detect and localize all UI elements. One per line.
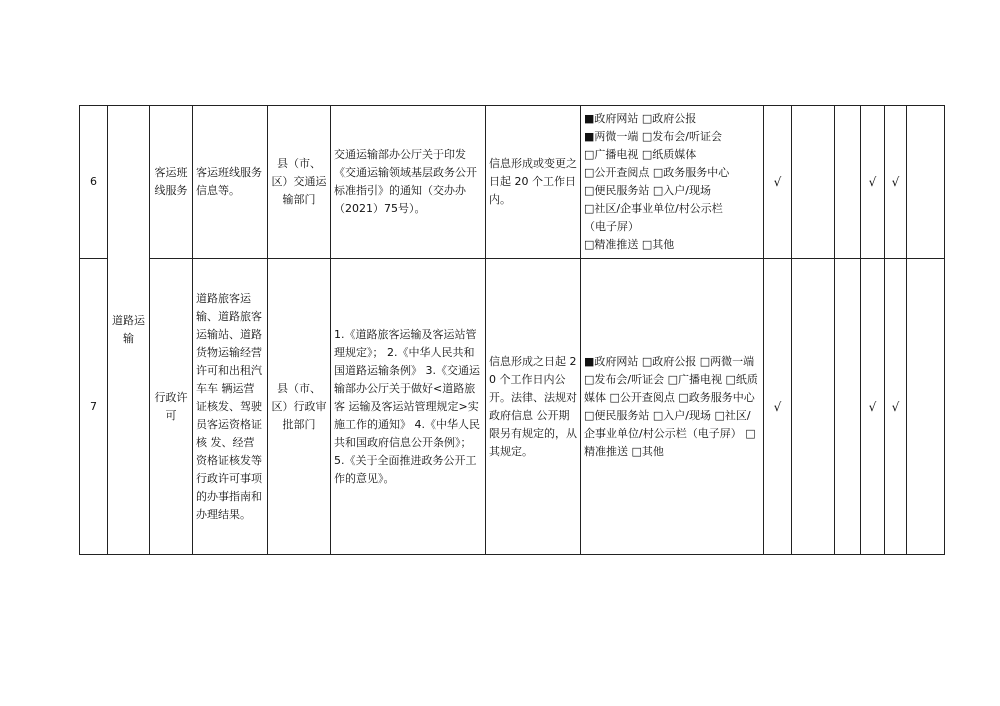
- timeline-cell: 信息形成或变更之日起 20 个工作日内。: [486, 106, 581, 259]
- check-mark: √: [861, 259, 885, 555]
- channel-line: □精准推送 □其他: [584, 238, 675, 251]
- basis-cell: 交通运输部办公厅关于印发《交通运输领域基层政务公开标准指引》的通知（交办办（2021）75号）。: [331, 106, 486, 259]
- basis-cell: 1.《道路旅客运输及客运站管理规定》； 2.《中华人民共和国道路运输条例》 3.《交通运输部办公厅关于做好<道路旅客 运输及客运站管理规定>实施工作的通知》 4.《中华人民共和国政府信息公开条例》； 5.《关于全面推进政务公开工作的意见》。: [331, 259, 486, 555]
- subcategory-cell: 客运班线服务: [150, 106, 193, 259]
- channels-cell: ■政府网站 □政府公报 □两微一端 □发布会/听证会 □广播电视 □纸质媒体 □公开查阅点 □政务服务中心 □便民服务站 □入户/现场 □社区/企事业单位/村公示栏（电子屏） □精准推送 □其他: [581, 259, 764, 555]
- check-mark: [907, 259, 945, 555]
- table-row: [80, 259, 945, 555]
- check-mark: √: [885, 106, 907, 259]
- check-mark: √: [764, 259, 792, 555]
- check-mark: [907, 106, 945, 259]
- content-cell: 客运班线服务信息等。: [193, 106, 268, 259]
- check-mark: √: [861, 106, 885, 259]
- row-number: 6: [80, 106, 108, 259]
- department-cell: 县（市、区）行政审批部门: [268, 259, 331, 555]
- disclosure-table: [79, 105, 945, 555]
- subcategory-cell: 行政许可: [150, 259, 193, 555]
- channels-cell: [581, 106, 764, 259]
- table-row: [80, 106, 945, 259]
- timeline-cell: 信息形成之日起 20 个工作日内公开。法律、法规对政府信息 公开期限另有规定的，从其规定。: [486, 259, 581, 555]
- channel-line: ■两微一端 □发布会/听证会: [584, 130, 722, 143]
- channel-line: ■政府网站 □政府公报: [584, 112, 697, 125]
- row-number: 7: [80, 259, 108, 555]
- department-cell: 县（市、区）交通运输部门: [268, 106, 331, 259]
- check-mark: √: [885, 259, 907, 555]
- content-cell: 道路旅客运输、道路旅客运输站、道路货物运输经营许可和出租汽车车 辆运营证核发、驾驶员客运资格证核 发、经营资格证核发等行政许可事项的办事指南和办理结果。: [193, 259, 268, 555]
- check-mark: √: [764, 106, 792, 259]
- channel-line: □广播电视 □纸质媒体: [584, 148, 697, 161]
- channel-line: □社区/企事业单位/村公示栏: [584, 202, 723, 215]
- channel-line: □公开查阅点 □政务服务中心: [584, 166, 730, 179]
- channel-line: □便民服务站 □入户/现场: [584, 184, 711, 197]
- channel-line: （电子屏）: [584, 220, 639, 233]
- category-cell: 道路运输: [108, 106, 150, 555]
- check-mark: [835, 259, 861, 555]
- check-mark: [835, 106, 861, 259]
- check-mark: [792, 259, 835, 555]
- check-mark: [792, 106, 835, 259]
